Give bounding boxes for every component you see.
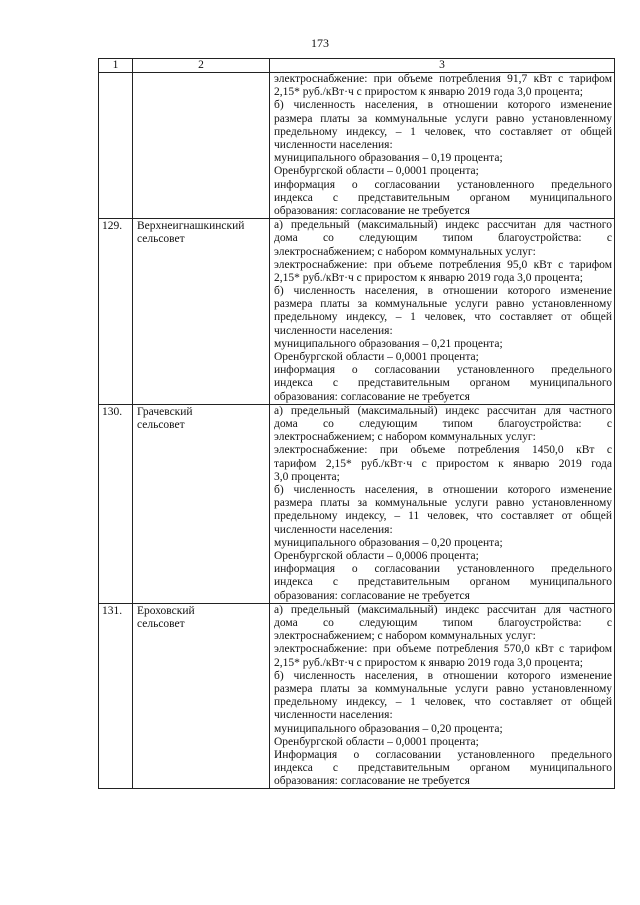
content-line: размера платы за коммунальные услуги равно установленному: [274, 682, 612, 695]
content-line: дома со следующим типом благоустройства: с: [274, 232, 612, 245]
content-line: 3,0 процента;: [274, 470, 340, 483]
table-row: [99, 219, 615, 405]
settlement-name-line: Грачевский: [137, 405, 193, 418]
settlement-name: [133, 603, 270, 789]
content-line: предельному индексу, – 1 человек, что составляет от общей: [274, 696, 612, 709]
header-col-3: 3: [270, 59, 615, 73]
content-line: 2,15* руб./кВт·ч с приростом к январю 2019 года 3,0 процента;: [274, 86, 583, 99]
content-line: муниципального образования – 0,20 процента;: [274, 536, 503, 549]
content-line: информация о согласовании установленного предельного: [274, 563, 612, 576]
settlement-name-line: сельсовет: [137, 233, 185, 246]
content-line: электроснабжение: при объеме потребления 570,0 кВт с тарифом: [274, 643, 612, 656]
content-line: муниципального образования – 0,20 процента;: [274, 722, 503, 735]
content-line: б) численность населения, в отношении которого изменение: [274, 669, 612, 682]
row-content: [270, 219, 615, 405]
content-line: 2,15* руб./кВт·ч с приростом к январю 2019 года 3,0 процента;: [274, 656, 583, 669]
content-line: Оренбургской области – 0,0001 процента;: [274, 351, 479, 364]
content-line: информация о согласовании установленного предельного: [274, 178, 612, 191]
content-line: индекса с представительным органом муниципального: [274, 191, 612, 204]
content-line: б) численность населения, в отношении которого изменение: [274, 99, 612, 112]
row-number: [99, 73, 133, 219]
table-row: [99, 603, 615, 789]
content-line: а) предельный (максимальный) индекс рассчитан для частного: [274, 219, 612, 232]
settlement-name-line: Ероховский: [137, 604, 195, 617]
content-line: дома со следующим типом благоустройства: с: [274, 418, 612, 431]
content-line: численности населения:: [274, 709, 393, 722]
content-line: муниципального образования – 0,21 процента;: [274, 337, 503, 350]
content-line: Информация о согласовании установленного предельного: [274, 748, 612, 761]
content-line: индекса с представительным органом муниципального: [274, 377, 612, 390]
content-line: муниципального образования – 0,19 процента;: [274, 152, 503, 165]
settlement-name: [133, 404, 270, 603]
table-row: [99, 73, 615, 219]
content-line: индекса с представительным органом муниципального: [274, 762, 612, 775]
content-line: Оренбургской области – 0,0001 процента;: [274, 735, 479, 748]
content-line: б) численность населения, в отношении которого изменение: [274, 285, 612, 298]
row-content: [270, 73, 615, 219]
header-col-1: 1: [99, 59, 133, 73]
content-line: образования: согласование не требуется: [274, 775, 470, 788]
content-line: электроснабжение: при объеме потребления 95,0 кВт с тарифом: [274, 258, 612, 271]
content-line: индекса с представительным органом муниципального: [274, 576, 612, 589]
content-line: а) предельный (максимальный) индекс рассчитан для частного: [274, 603, 612, 616]
content-line: предельному индексу, – 1 человек, что составляет от общей: [274, 125, 612, 138]
row-content: [270, 603, 615, 789]
settlement-name: [133, 219, 270, 405]
content-line: размера платы за коммунальные услуги равно установленному: [274, 298, 612, 311]
content-line: 2,15* руб./кВт·ч с приростом к январю 2019 года 3,0 процента;: [274, 271, 583, 284]
content-line: Оренбургской области – 0,0001 процента;: [274, 165, 479, 178]
content-line: Оренбургской области – 0,0006 процента;: [274, 549, 479, 562]
content-line: б) численность населения, в отношении которого изменение: [274, 484, 612, 497]
content-line: электроснабжением; с набором коммунальных услуг:: [274, 245, 536, 258]
row-content: [270, 404, 615, 603]
table-row: [99, 404, 615, 603]
content-line: образования: согласование не требуется: [274, 204, 470, 217]
content-line: электроснабжением; с набором коммунальных услуг:: [274, 431, 536, 444]
content-line: электроснабжение: при объеме потребления 1450,0 кВт с: [274, 444, 612, 457]
content-line: электроснабжение: при объеме потребления 91,7 кВт с тарифом: [274, 73, 612, 85]
row-number: 130.: [99, 404, 133, 603]
settlement-name: [133, 73, 270, 219]
tariff-index-table: [98, 58, 615, 789]
row-number: 131.: [99, 603, 133, 789]
content-line: электроснабжением; с набором коммунальных услуг:: [274, 630, 536, 643]
content-line: размера платы за коммунальные услуги равно установленному: [274, 497, 612, 510]
content-line: информация о согласовании установленного предельного: [274, 364, 612, 377]
content-line: образования: согласование не требуется: [274, 390, 470, 403]
content-line: предельному индексу, – 1 человек, что составляет от общей: [274, 311, 612, 324]
header-col-2: 2: [133, 59, 270, 73]
table-header-row: [99, 59, 615, 73]
page-number: 173: [311, 36, 329, 50]
content-line: тарифом 2,15* руб./кВт·ч с приростом к январю 2019 года: [274, 457, 612, 470]
content-line: образования: согласование не требуется: [274, 589, 470, 602]
settlement-name-line: сельсовет: [137, 419, 185, 432]
settlement-name-line: Верхнеигнашкинский: [137, 220, 245, 233]
content-line: размера платы за коммунальные услуги равно установленному: [274, 112, 612, 125]
settlement-name-line: сельсовет: [137, 617, 185, 630]
content-line: численности населения:: [274, 138, 393, 151]
content-line: дома со следующим типом благоустройства: с: [274, 616, 612, 629]
content-line: предельному индексу, – 11 человек, что составляет от общей: [274, 510, 612, 523]
row-number: 129.: [99, 219, 133, 405]
content-line: численности населения:: [274, 324, 393, 337]
content-line: а) предельный (максимальный) индекс рассчитан для частного: [274, 404, 612, 417]
content-line: численности населения:: [274, 523, 393, 536]
